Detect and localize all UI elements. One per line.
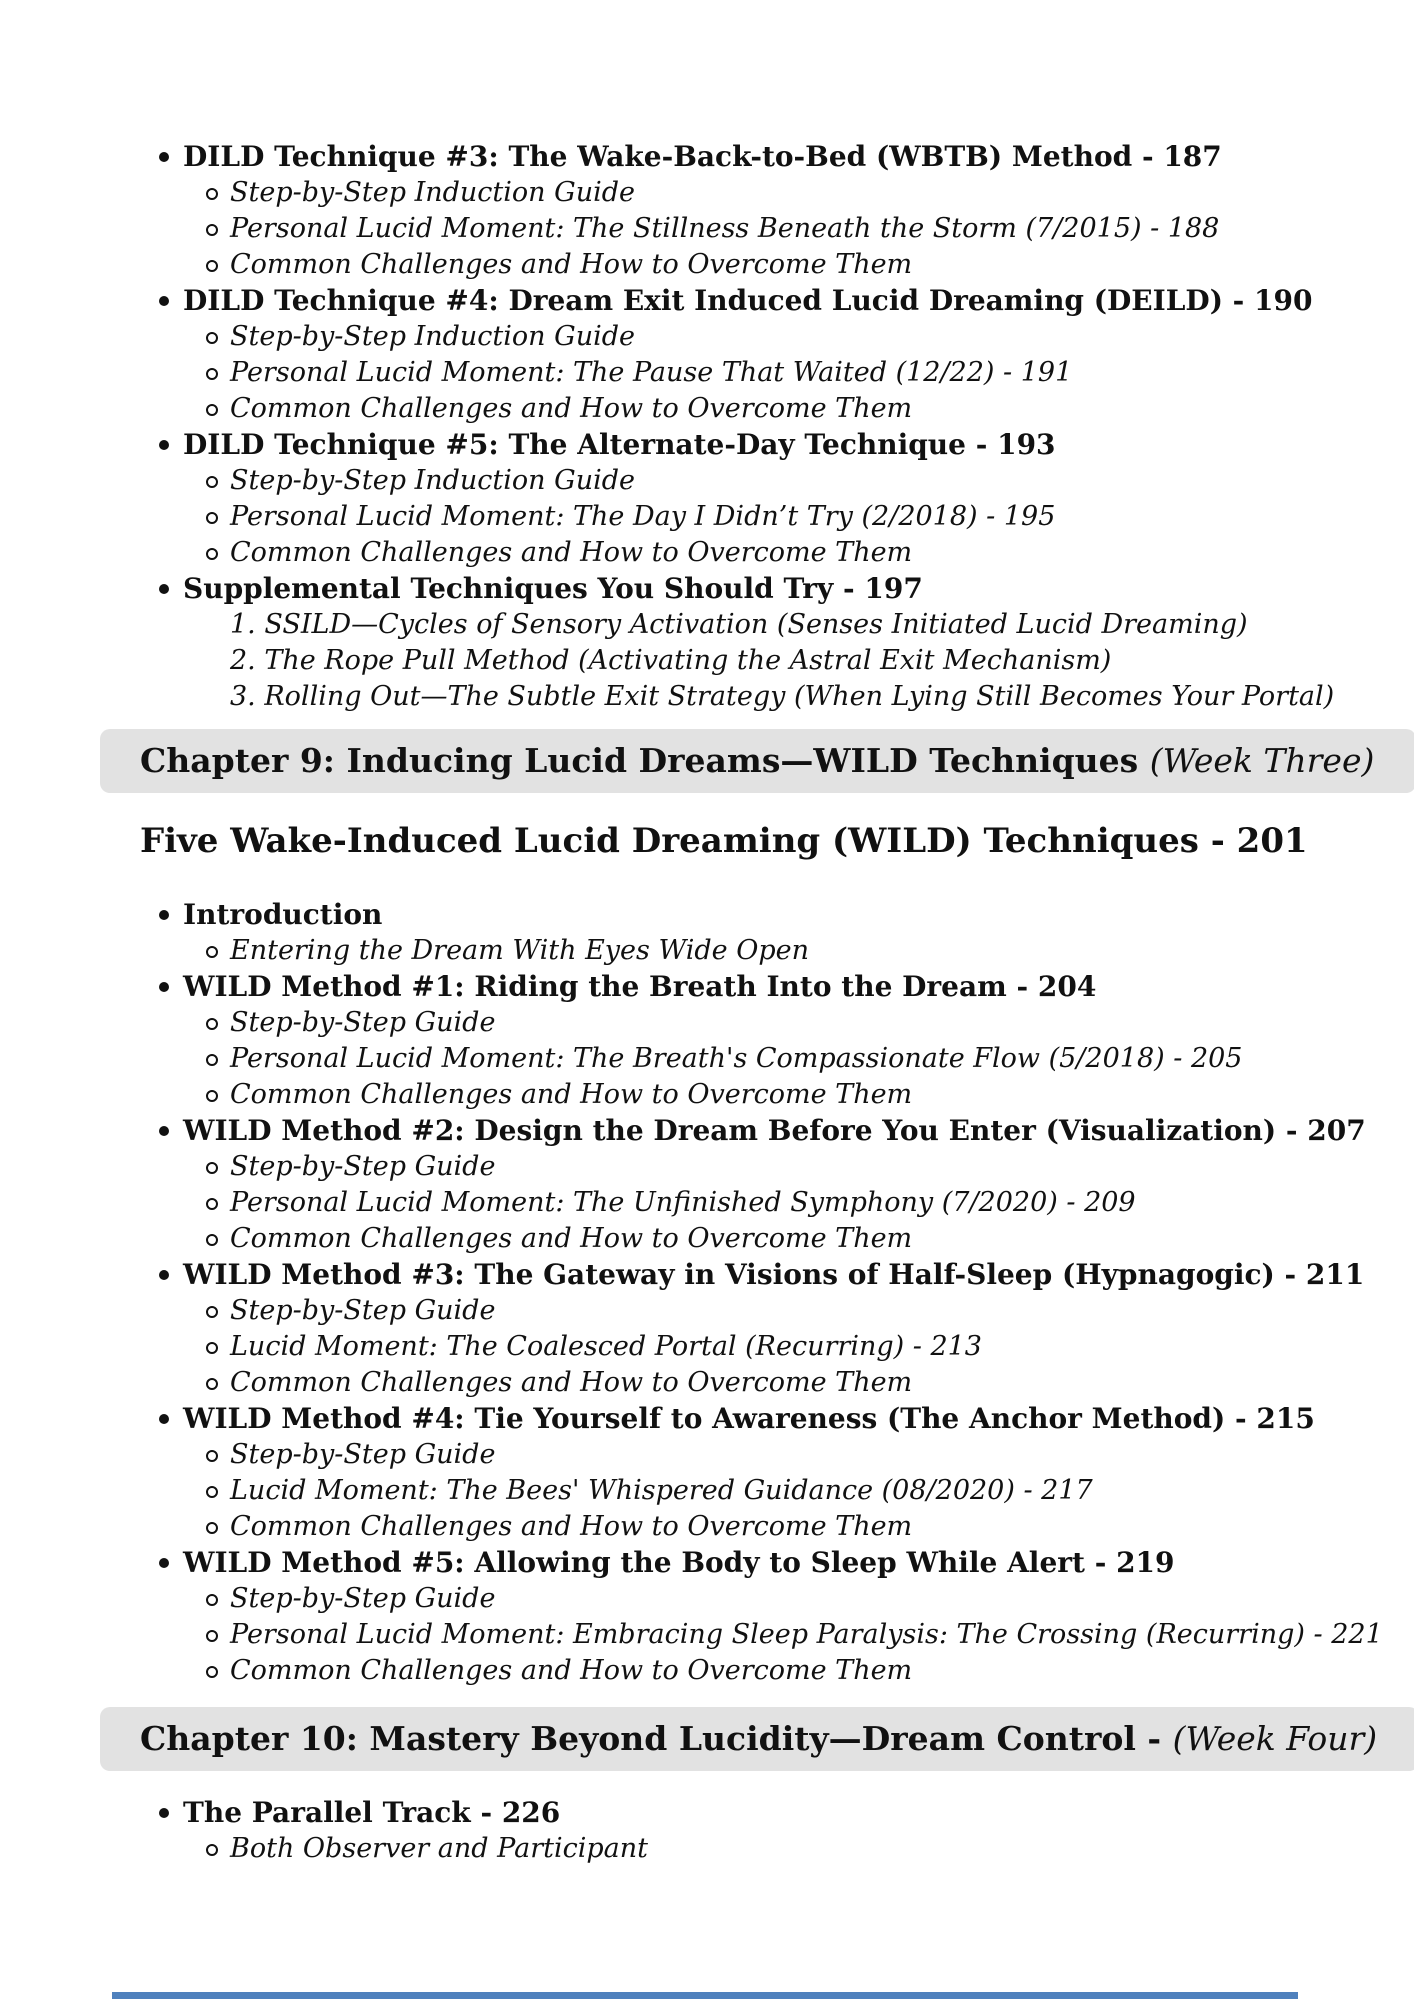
toc-subentry (0, 1509, 1414, 1545)
bullet-icon (159, 152, 169, 162)
toc-subentry (0, 1653, 1414, 1689)
circle-icon (206, 260, 218, 272)
circle-icon (206, 224, 218, 236)
toc-subentry (0, 1617, 1414, 1653)
toc-subentry-label: Entering the Dream With Eyes Wide Open (230, 935, 809, 966)
toc-entry (0, 427, 1414, 463)
circle-icon (206, 1486, 218, 1498)
toc-entry-label: DILD Technique #5: The Alternate-Day Technique - 193 (183, 428, 1056, 461)
toc-entry-label: WILD Method #4: Tie Yourself to Awareness (The Anchor Method) - 215 (183, 1402, 1315, 1435)
spacer (1161, 1719, 1173, 1758)
toc-entry (0, 1795, 1414, 1831)
dream-control-list (0, 1795, 1414, 1867)
toc-entry (0, 571, 1414, 607)
toc-subentry (0, 1437, 1414, 1473)
toc-subentry-label: 1. SSILD—Cycles of Sensory Activation (Senses Initiated Lucid Dreaming) (230, 609, 1248, 640)
toc-subentry-label: Common Challenges and How to Overcome Them (230, 1655, 913, 1686)
toc-entry (0, 139, 1414, 175)
toc-entry-label: DILD Technique #3: The Wake-Back-to-Bed (WBTB) Method - 187 (183, 140, 1222, 173)
toc-subentry (0, 1221, 1414, 1257)
toc-subentry (0, 1077, 1414, 1113)
chapter-9-banner-wrap (100, 729, 1414, 793)
toc-entry-label: The Parallel Track - 226 (183, 1796, 561, 1829)
circle-icon (206, 1018, 218, 1030)
toc-entry (0, 283, 1414, 319)
bullet-icon (159, 584, 169, 594)
toc-subentry (0, 1149, 1414, 1185)
toc-subentry-label: Step-by-Step Guide (230, 1583, 496, 1614)
toc-subentry-label: Step-by-Step Induction Guide (230, 465, 635, 496)
wild-methods-list (0, 897, 1414, 1689)
bullet-icon (159, 910, 169, 920)
circle-icon (206, 1090, 218, 1102)
chapter-week-label: (Week Three) (1149, 741, 1375, 780)
toc-entry-label: WILD Method #2: Design the Dream Before You Enter (Visualization) - 207 (183, 1114, 1366, 1147)
toc-entry (0, 1113, 1414, 1149)
toc-subentry-label: Step-by-Step Guide (230, 1007, 496, 1038)
toc-subentry-label: Both Observer and Participant (230, 1833, 648, 1864)
toc-subentry-label: Step-by-Step Induction Guide (230, 321, 635, 352)
circle-icon (206, 332, 218, 344)
toc-subentry (0, 1473, 1414, 1509)
toc-subentry-label: Step-by-Step Guide (230, 1295, 496, 1326)
toc-entry (0, 969, 1414, 1005)
toc-subentry (0, 1041, 1414, 1077)
toc-subentry-label: Personal Lucid Moment: The Stillness Beneath the Storm (7/2015) - 188 (230, 213, 1220, 244)
toc-subentry-label: Step-by-Step Induction Guide (230, 177, 635, 208)
toc-subentry-label: Personal Lucid Moment: Embracing Sleep Paralysis: The Crossing (Recurring) - 221 (230, 1619, 1383, 1650)
circle-icon (206, 188, 218, 200)
bullet-icon (159, 440, 169, 450)
chapter-title: Chapter 9: Inducing Lucid Dreams—WILD Techniques (140, 741, 1139, 780)
toc-subentry (0, 463, 1414, 499)
toc-subentry (0, 1293, 1414, 1329)
toc-subentry (0, 1329, 1414, 1365)
chapter-10-banner-wrap (100, 1707, 1414, 1771)
circle-icon (206, 1522, 218, 1534)
toc-subentry-label: Common Challenges and How to Overcome Them (230, 1367, 913, 1398)
bullet-icon (159, 1558, 169, 1568)
chapter-week-label: (Week Four) (1172, 1719, 1378, 1758)
circle-icon (206, 1844, 218, 1856)
circle-icon (206, 548, 218, 560)
toc-subentry (0, 211, 1414, 247)
circle-icon (206, 1342, 218, 1354)
circle-icon (206, 368, 218, 380)
partial-next-element-bar (112, 1992, 1298, 1999)
toc-entry-label: Introduction (183, 898, 383, 931)
toc-subentry-label: 2. The Rope Pull Method (Activating the Astral Exit Mechanism) (230, 645, 1112, 676)
spacer (1138, 741, 1150, 780)
toc-subentry-label: Common Challenges and How to Overcome Them (230, 537, 913, 568)
circle-icon (206, 1198, 218, 1210)
circle-icon (206, 946, 218, 958)
toc-subentry (0, 535, 1414, 571)
toc-entry-label: WILD Method #3: The Gateway in Visions of Half-Sleep (Hypnagogic) - 211 (183, 1258, 1365, 1291)
bullet-icon (159, 1126, 169, 1136)
circle-icon (206, 1594, 218, 1606)
toc-subentry-label: Common Challenges and How to Overcome Them (230, 249, 913, 280)
toc-subentry (0, 319, 1414, 355)
circle-icon (206, 1630, 218, 1642)
toc-subentry-label: Common Challenges and How to Overcome Them (230, 393, 913, 424)
toc-subentry (0, 1005, 1414, 1041)
toc-subentry-label: Lucid Moment: The Coalesced Portal (Recurring) - 213 (230, 1331, 982, 1362)
toc-subentry (0, 607, 1414, 643)
toc-entry (0, 897, 1414, 933)
toc-subentry-label: 3. Rolling Out—The Subtle Exit Strategy (When Lying Still Becomes Your Portal) (230, 681, 1335, 712)
toc-subentry-label: Personal Lucid Moment: The Pause That Waited (12/22) - 191 (230, 357, 1073, 388)
toc-subentry-label: Personal Lucid Moment: The Unfinished Symphony (7/2020) - 209 (230, 1187, 1136, 1218)
wild-techniques-heading: Five Wake-Induced Lucid Dreaming (WILD) Techniques - 201 (140, 821, 1308, 861)
bullet-icon (159, 1414, 169, 1424)
bullet-icon (159, 1270, 169, 1280)
circle-icon (206, 1234, 218, 1246)
toc-subentry-label: Common Challenges and How to Overcome Them (230, 1511, 913, 1542)
circle-icon (206, 1054, 218, 1066)
toc-entry-label: DILD Technique #4: Dream Exit Induced Lucid Dreaming (DEILD) - 190 (183, 284, 1313, 317)
toc-entry-label: Supplemental Techniques You Should Try - 197 (183, 572, 923, 605)
toc-subentry (0, 175, 1414, 211)
toc-subentry (0, 1831, 1414, 1867)
circle-icon (206, 1450, 218, 1462)
toc-entry-label: WILD Method #1: Riding the Breath Into the Dream - 204 (183, 970, 1097, 1003)
circle-icon (206, 1378, 218, 1390)
bullet-icon (159, 1808, 169, 1818)
toc-subentry (0, 1581, 1414, 1617)
toc-subentry-label: Personal Lucid Moment: The Day I Didn’t Try (2/2018) - 195 (230, 501, 1056, 532)
circle-icon (206, 476, 218, 488)
dild-techniques-list (0, 139, 1414, 715)
toc-subentry-label: Common Challenges and How to Overcome Them (230, 1079, 913, 1110)
bullet-icon (159, 296, 169, 306)
toc-subentry (0, 933, 1414, 969)
toc-subentry-label: Step-by-Step Guide (230, 1151, 496, 1182)
toc-entry (0, 1401, 1414, 1437)
circle-icon (206, 1666, 218, 1678)
circle-icon (206, 1306, 218, 1318)
bullet-icon (159, 982, 169, 992)
circle-icon (206, 512, 218, 524)
toc-subentry (0, 1185, 1414, 1221)
toc-entry-label: WILD Method #5: Allowing the Body to Sleep While Alert - 219 (183, 1546, 1175, 1579)
chapter-title: Chapter 10: Mastery Beyond Lucidity—Dream Control - (140, 1719, 1162, 1758)
toc-subentry-label: Common Challenges and How to Overcome Them (230, 1223, 913, 1254)
circle-icon (206, 404, 218, 416)
chapter-10-banner (100, 1707, 1414, 1771)
chapter-9-banner (100, 729, 1414, 793)
circle-icon (206, 1162, 218, 1174)
toc-entry (0, 1545, 1414, 1581)
toc-subentry (0, 355, 1414, 391)
toc-subentry (0, 391, 1414, 427)
toc-subentry (0, 1365, 1414, 1401)
toc-subentry-label: Step-by-Step Guide (230, 1439, 496, 1470)
toc-subentry (0, 679, 1414, 715)
toc-subentry (0, 247, 1414, 283)
toc-subentry-label: Lucid Moment: The Bees' Whispered Guidance (08/2020) - 217 (230, 1475, 1093, 1506)
toc-subentry (0, 499, 1414, 535)
toc-subentry-label: Personal Lucid Moment: The Breath's Compassionate Flow (5/2018) - 205 (230, 1043, 1243, 1074)
toc-subentry (0, 643, 1414, 679)
toc-entry (0, 1257, 1414, 1293)
